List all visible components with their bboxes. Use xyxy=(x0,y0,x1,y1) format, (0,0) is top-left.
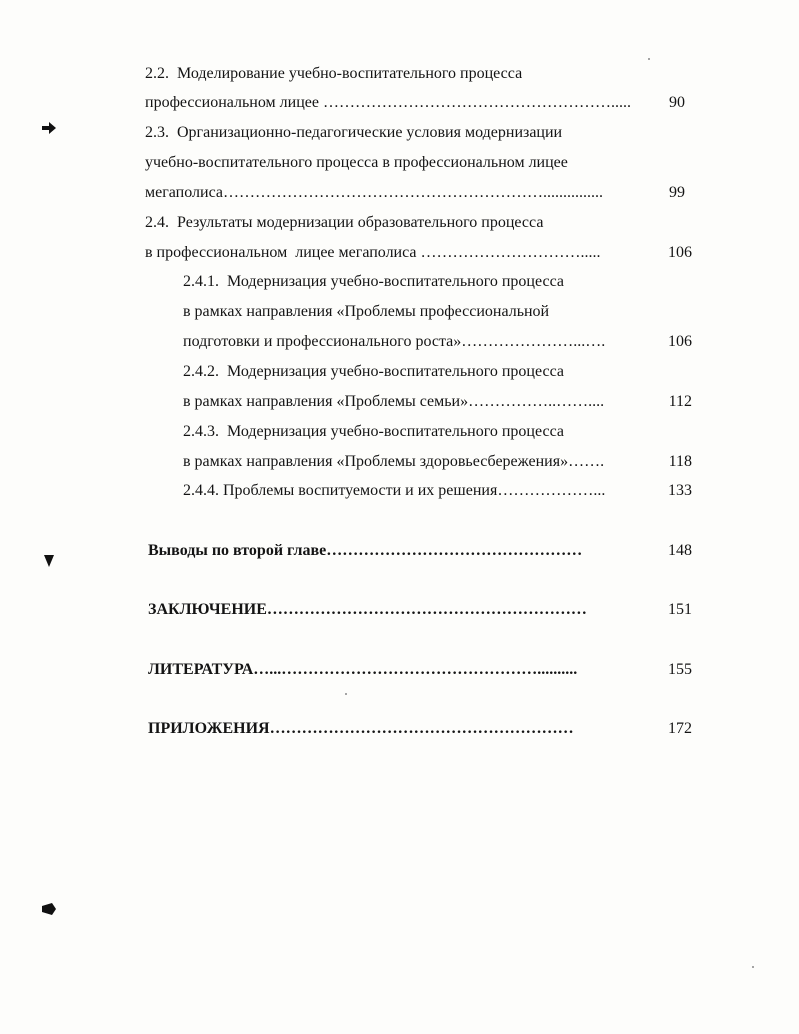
toc-entry-2-3-title: 2.3. Организационно-педагогические условия модернизации xyxy=(145,124,563,141)
toc-entry-2-4-2-page: 112 xyxy=(668,393,692,410)
punch-mark-icon xyxy=(42,555,56,567)
toc-entry-2-4-title: 2.4. Результаты модернизации образовательного процесса xyxy=(145,214,544,231)
toc-entry-2-4-4-page: 133 xyxy=(668,482,692,499)
toc-entry-2-4-3-title: 2.4.3. Модернизация учебно-воспитательного процесса xyxy=(183,423,564,440)
toc-entry-2-2-leader: профессиональном лицее ………………………………………………..... xyxy=(145,94,631,111)
toc-entry-2-4-2-leader: в рамках направления «Проблемы семьи»……………..…….... xyxy=(183,393,605,410)
toc-entry-2-4-3-page: 118 xyxy=(668,453,692,470)
toc-conclusion-page: 151 xyxy=(668,601,692,618)
toc-conclusion: ЗАКЛЮЧЕНИЕ…………………………………………………… xyxy=(148,601,587,618)
toc-entry-2-2-page: 90 xyxy=(669,94,685,111)
toc-entry-2-3-title-cont: учебно-воспитательного процесса в профессиональном лицее xyxy=(145,154,568,171)
toc-references-page: 155 xyxy=(668,661,692,678)
toc-entry-2-4-1-title: 2.4.1. Модернизация учебно-воспитательного процесса xyxy=(183,273,564,290)
toc-entry-2-3-page: 99 xyxy=(669,184,685,201)
toc-entry-2-4-2-title: 2.4.2. Модернизация учебно-воспитательного процесса xyxy=(183,363,564,380)
punch-mark-icon xyxy=(42,122,56,134)
toc-references: ЛИТЕРАТУРА…...………………………………………….......... xyxy=(148,661,578,678)
toc-appendices-page: 172 xyxy=(668,720,692,737)
toc-entry-2-4-leader: в профессиональном лицее мегаполиса …………………………..... xyxy=(145,244,601,261)
toc-entry-2-4-1-leader: подготовки и профессионального роста»…………………...…. xyxy=(183,333,606,350)
toc-entry-2-4-1-title-cont: в рамках направления «Проблемы профессиональной xyxy=(183,303,550,320)
scan-speck xyxy=(345,693,347,695)
scan-speck xyxy=(648,58,650,60)
toc-entry-2-4-page: 106 xyxy=(668,244,692,261)
toc-entry-2-3-leader: мегаполиса……………………………………………………............... xyxy=(145,184,603,201)
toc-conclusions-chapter-2: Выводы по второй главе………………………………………… xyxy=(148,542,583,559)
toc-entry-2-2-title: 2.2. Моделирование учебно-воспитательного процесса xyxy=(145,65,523,82)
scan-speck xyxy=(752,966,754,968)
punch-mark-icon xyxy=(42,903,56,915)
toc-entry-2-4-3-leader: в рамках направления «Проблемы здоровьесбережения»……. xyxy=(183,453,605,470)
toc-entry-2-4-1-page: 106 xyxy=(668,333,692,350)
toc-entry-2-4-4-leader: 2.4.4. Проблемы воспитуемости и их решения………………... xyxy=(183,482,606,499)
toc-appendices: ПРИЛОЖЕНИЯ………………………………………………… xyxy=(148,720,574,737)
toc-conclusions-chapter-2-page: 148 xyxy=(668,542,692,559)
